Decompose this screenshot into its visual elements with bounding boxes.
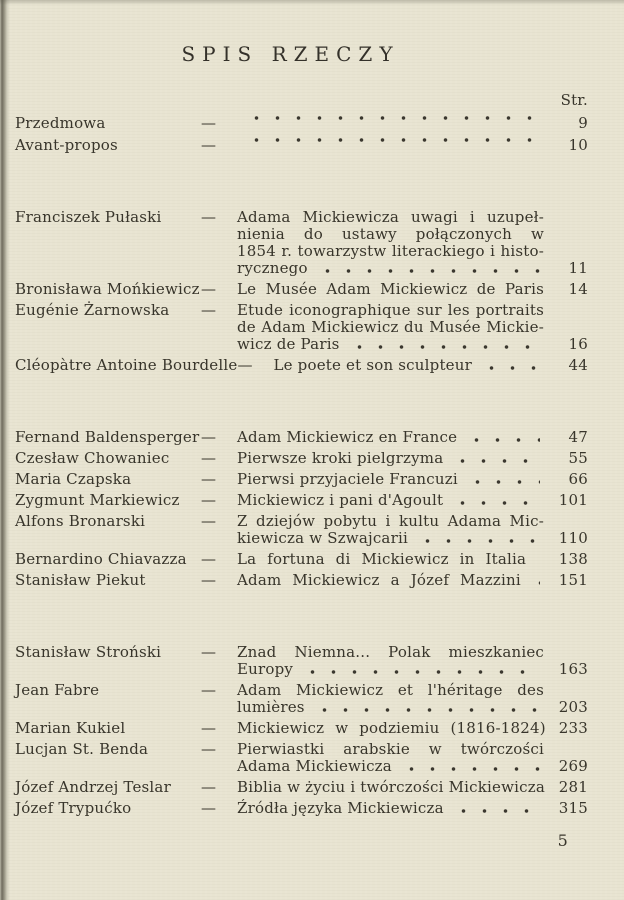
entry-title-text: Le Musée Adam Mickiewicz de Paris bbox=[237, 280, 544, 298]
entry-content bbox=[237, 450, 588, 467]
toc-section bbox=[15, 115, 588, 154]
entry-title-area bbox=[237, 758, 544, 775]
toc-section bbox=[15, 644, 588, 817]
entry-dash: — bbox=[237, 356, 253, 374]
entry-dash: — bbox=[201, 778, 217, 796]
dot-leader bbox=[246, 115, 540, 121]
entry-author: Franciszek Pułaski bbox=[15, 208, 162, 226]
entry-title-area bbox=[237, 302, 544, 319]
entry-title-text: nienia do ustawy połączonych w bbox=[237, 225, 544, 243]
entry-line bbox=[237, 644, 588, 661]
dot-leader bbox=[453, 808, 540, 814]
entry-title-text: La fortuna di Mickiewicz in Italia bbox=[237, 550, 527, 568]
entry-dash: — bbox=[201, 550, 217, 568]
toc-section bbox=[15, 209, 588, 374]
entry-author: Marian Kukiel bbox=[15, 719, 126, 737]
entry-line bbox=[237, 741, 588, 758]
entry-author: Stanisław Piekut bbox=[15, 571, 146, 589]
entry-title-text: Adama Mickiewicza bbox=[237, 757, 392, 775]
entry-content bbox=[237, 644, 588, 678]
entry-title-area bbox=[237, 644, 544, 661]
entry-content bbox=[237, 137, 588, 154]
entry-title-text: Mickiewicz w podziemiu (1816-1824) bbox=[237, 719, 546, 737]
entry-author: Jean Fabre bbox=[15, 681, 100, 699]
entry-title-text: Pierwsi przyjaciele Francuzi bbox=[237, 470, 458, 488]
entry-page-number: 269 bbox=[558, 757, 588, 775]
entry-content bbox=[237, 429, 588, 446]
entry-line bbox=[237, 319, 588, 336]
entry-title-text: wicz de Paris bbox=[237, 335, 340, 353]
dot-leader bbox=[246, 137, 540, 143]
toc-entry bbox=[15, 115, 588, 132]
entry-page-number: 44 bbox=[568, 356, 588, 374]
dot-leader bbox=[466, 437, 540, 443]
entry-title-text: rycznego bbox=[237, 259, 308, 277]
entry-line bbox=[237, 661, 588, 678]
entry-line bbox=[237, 800, 588, 817]
entry-title-text: Europy bbox=[237, 660, 294, 678]
entry-author: Bronisława Mońkiewicz bbox=[15, 280, 200, 298]
entry-line bbox=[237, 115, 588, 132]
dot-leader bbox=[317, 268, 540, 274]
entry-title-text: kiewicza w Szwajcarii bbox=[237, 529, 408, 547]
toc-entry bbox=[15, 513, 588, 547]
entry-content bbox=[237, 779, 588, 796]
entry-title-area bbox=[237, 492, 544, 509]
entry-title-area bbox=[237, 209, 544, 226]
entry-page-number: 16 bbox=[568, 335, 588, 353]
entry-dash: — bbox=[201, 208, 217, 226]
entry-page-number: 110 bbox=[558, 529, 588, 547]
entry-title-area bbox=[237, 682, 544, 699]
toc-entry bbox=[15, 644, 588, 678]
toc-entry bbox=[15, 572, 588, 589]
entry-title-area bbox=[237, 530, 544, 547]
entry-title-text: de Adam Mickiewicz du Musée Mickie- bbox=[237, 318, 544, 336]
entry-line bbox=[237, 572, 588, 589]
entry-line bbox=[237, 720, 588, 737]
toc-entry bbox=[15, 551, 588, 568]
entry-title-text: Adam Mickiewicz et l'héritage des bbox=[237, 681, 544, 699]
toc-entry bbox=[15, 357, 588, 374]
entry-author: Czesław Chowaniec bbox=[15, 449, 170, 467]
entry-line bbox=[237, 471, 588, 488]
entry-author: Zygmunt Markiewicz bbox=[15, 491, 180, 509]
dot-leader bbox=[481, 365, 540, 371]
entry-dash: — bbox=[201, 280, 217, 298]
entry-title-area bbox=[237, 243, 544, 260]
entry-dash: — bbox=[201, 512, 217, 530]
entry-dash: — bbox=[201, 428, 217, 446]
dot-leader bbox=[535, 559, 540, 565]
entry-dash: — bbox=[201, 719, 217, 737]
entry-page-number: 315 bbox=[558, 799, 588, 817]
entry-title-text: Pierwsze kroki pielgrzyma bbox=[237, 449, 444, 467]
page-footer-number: 5 bbox=[557, 831, 568, 850]
entry-title-text: Z dziejów pobytu i kultu Adama Mic- bbox=[237, 512, 544, 530]
entry-title-text: Źródła języka Mickiewicza bbox=[237, 799, 444, 817]
entry-title-area bbox=[237, 720, 544, 737]
entry-author: Józef Andrzej Teslar bbox=[15, 778, 171, 796]
entry-line bbox=[237, 336, 588, 353]
entry-content bbox=[237, 471, 588, 488]
entry-author: Przedmowa bbox=[15, 114, 106, 132]
entry-content bbox=[273, 357, 588, 374]
entry-title-area bbox=[237, 319, 544, 336]
entry-content bbox=[237, 551, 588, 568]
entry-page-number: 11 bbox=[568, 259, 588, 277]
entry-page-number: 47 bbox=[568, 428, 588, 446]
entry-title-area bbox=[237, 429, 544, 446]
entry-title-area bbox=[237, 699, 544, 716]
toc-entry bbox=[15, 720, 588, 737]
entry-line bbox=[237, 226, 588, 243]
entry-content bbox=[237, 800, 588, 817]
entry-line bbox=[237, 281, 588, 298]
entry-title-area bbox=[237, 281, 544, 298]
entry-title-area bbox=[237, 551, 544, 568]
entry-title-area bbox=[237, 471, 544, 488]
entry-line bbox=[237, 513, 588, 530]
entry-dash: — bbox=[201, 114, 217, 132]
entry-title-text: Znad Niemna... Polak mieszkaniec bbox=[237, 643, 544, 661]
entry-page-number: 55 bbox=[568, 449, 588, 467]
entry-title-area bbox=[237, 260, 544, 277]
entry-title-text: Adam Mickiewicz a Józef Mazzini bbox=[237, 571, 521, 589]
entry-title-area bbox=[237, 115, 544, 124]
entry-content bbox=[237, 302, 588, 353]
entry-page-number: 9 bbox=[578, 114, 588, 132]
entry-author: Eugénie Żarnowska bbox=[15, 301, 170, 319]
entry-dash: — bbox=[201, 449, 217, 467]
entry-title-area bbox=[273, 357, 544, 374]
entry-author: Fernand Baldensperger bbox=[15, 428, 200, 446]
toc-entry bbox=[15, 450, 588, 467]
entry-dash: — bbox=[201, 643, 217, 661]
entry-title-text: Etude iconographique sur les portraits bbox=[237, 301, 544, 319]
toc-section bbox=[15, 429, 588, 589]
entry-title-area bbox=[237, 741, 544, 758]
entry-content bbox=[237, 492, 588, 509]
dot-leader bbox=[314, 707, 540, 713]
entry-content bbox=[237, 720, 588, 737]
entry-title-text: Adama Mickiewicza uwagi i uzupeł- bbox=[237, 208, 544, 226]
dot-leader bbox=[401, 766, 540, 772]
entry-dash: — bbox=[201, 799, 217, 817]
entry-line bbox=[237, 243, 588, 260]
dot-leader bbox=[530, 580, 540, 586]
entry-title-area bbox=[237, 137, 544, 146]
entry-line bbox=[237, 682, 588, 699]
entry-page-number: 14 bbox=[568, 280, 588, 298]
entry-page-number: 101 bbox=[558, 491, 588, 509]
entry-content bbox=[237, 572, 588, 589]
entry-content bbox=[237, 115, 588, 132]
entry-author: Józef Trypućko bbox=[15, 799, 132, 817]
entry-content bbox=[237, 682, 588, 716]
entry-dash: — bbox=[201, 491, 217, 509]
toc-entry bbox=[15, 137, 588, 154]
entry-line bbox=[237, 137, 588, 154]
dot-leader bbox=[452, 458, 540, 464]
entry-title-area bbox=[237, 572, 544, 589]
entry-dash: — bbox=[201, 136, 217, 154]
entry-page-number: 163 bbox=[558, 660, 588, 678]
entry-page-number: 66 bbox=[568, 470, 588, 488]
entry-dash: — bbox=[201, 681, 217, 699]
toc-entry bbox=[15, 779, 588, 796]
entry-content bbox=[237, 741, 588, 775]
scan-edge-shadow-top bbox=[0, 0, 624, 5]
entry-content bbox=[237, 209, 588, 277]
entry-content bbox=[237, 281, 588, 298]
entry-author: Alfons Bronarski bbox=[15, 512, 146, 530]
entry-author: Lucjan St. Benda bbox=[15, 740, 149, 758]
entry-line bbox=[237, 551, 588, 568]
entry-title-text: Mickiewicz i pani d'Agoult bbox=[237, 491, 444, 509]
entry-line bbox=[237, 260, 588, 277]
entry-page-number: 10 bbox=[568, 136, 588, 154]
entry-title-area bbox=[237, 800, 544, 817]
entry-page-number: 281 bbox=[558, 778, 588, 796]
entry-title-area bbox=[237, 450, 544, 467]
entry-line bbox=[237, 779, 588, 796]
dot-leader bbox=[349, 344, 540, 350]
page-column-header: Str. bbox=[560, 91, 588, 109]
entry-author: Avant-propos bbox=[15, 136, 118, 154]
toc-entry bbox=[15, 281, 588, 298]
entry-dash: — bbox=[201, 571, 217, 589]
entry-title-area bbox=[237, 226, 544, 243]
entry-title-text: Adam Mickiewicz en France bbox=[237, 428, 458, 446]
toc-entry bbox=[15, 209, 588, 277]
dot-leader bbox=[417, 538, 540, 544]
entry-line bbox=[237, 530, 588, 547]
entry-title-text: 1854 r. towarzystw literackiego i histo- bbox=[237, 242, 544, 260]
entry-title-area bbox=[237, 513, 544, 530]
entry-page-number: 151 bbox=[558, 571, 588, 589]
toc-entry bbox=[15, 741, 588, 775]
entry-line bbox=[273, 357, 588, 374]
toc-entries bbox=[15, 115, 588, 817]
entry-title-area bbox=[237, 779, 544, 796]
entry-line bbox=[237, 450, 588, 467]
toc-entry bbox=[15, 800, 588, 817]
dot-leader bbox=[467, 479, 540, 485]
entry-title-area bbox=[237, 336, 544, 353]
entry-dash: — bbox=[201, 470, 217, 488]
entry-content bbox=[237, 513, 588, 547]
toc-entry bbox=[15, 492, 588, 509]
entry-author: Stanisław Stroński bbox=[15, 643, 162, 661]
entry-title-text: Biblia w życiu i twórczości Mickiewicza bbox=[237, 778, 545, 796]
entry-title-text: Le poete et son sculpteur bbox=[273, 356, 472, 374]
page-title: SPIS RZECZY bbox=[181, 42, 400, 66]
entry-dash: — bbox=[201, 740, 217, 758]
dot-leader bbox=[452, 500, 540, 506]
toc-entry bbox=[15, 682, 588, 716]
entry-line bbox=[237, 209, 588, 226]
entry-page-number: 233 bbox=[558, 719, 588, 737]
entry-page-number: 138 bbox=[558, 550, 588, 568]
entry-author: Bernardino Chiavazza bbox=[15, 550, 187, 568]
toc-entry bbox=[15, 302, 588, 353]
dot-leader bbox=[302, 669, 540, 675]
toc-entry bbox=[15, 471, 588, 488]
entry-line bbox=[237, 302, 588, 319]
entry-line bbox=[237, 758, 588, 775]
toc-entry bbox=[15, 429, 588, 446]
entry-line bbox=[237, 429, 588, 446]
entry-title-text: lumières bbox=[237, 698, 305, 716]
scan-edge-shadow-left bbox=[0, 0, 10, 900]
entry-author: Cléopàtre Antoine Bourdelle bbox=[15, 356, 238, 374]
entry-author: Maria Czapska bbox=[15, 470, 132, 488]
entry-title-area bbox=[237, 661, 544, 678]
entry-line bbox=[237, 699, 588, 716]
entry-title-text: Pierwiastki arabskie w twórczości bbox=[237, 740, 544, 758]
entry-page-number: 203 bbox=[558, 698, 588, 716]
entry-line bbox=[237, 492, 588, 509]
entry-dash: — bbox=[201, 301, 217, 319]
